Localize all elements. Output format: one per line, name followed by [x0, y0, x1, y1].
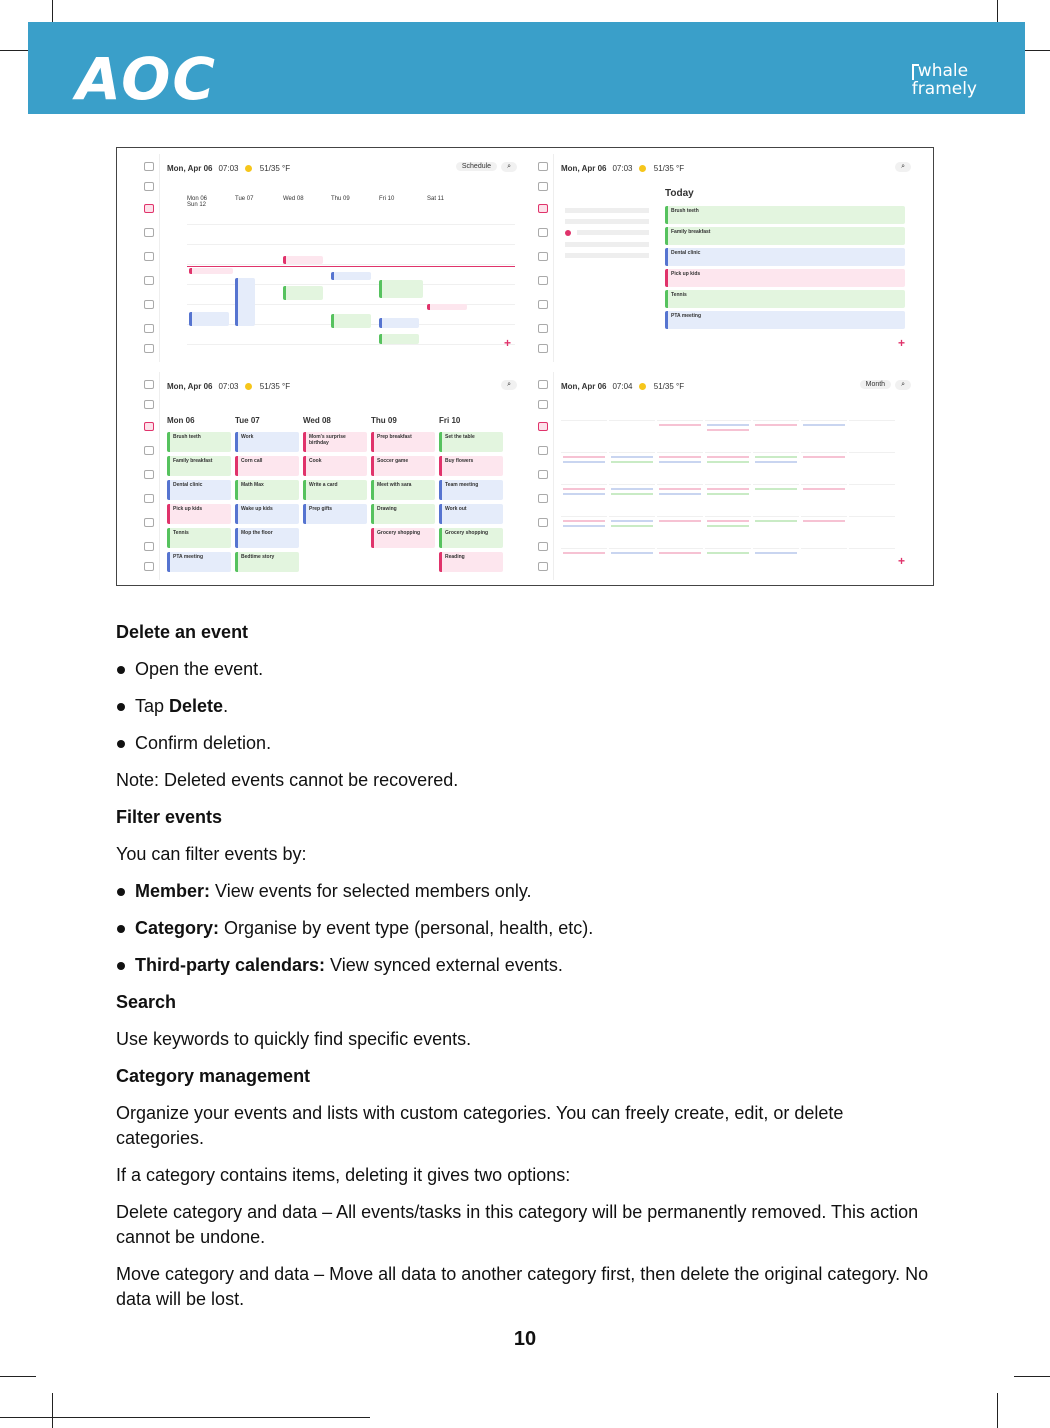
sidebar [137, 154, 160, 362]
list-item: Prep gifts [303, 504, 367, 524]
list-item: PTA meeting [665, 311, 905, 329]
manual-content [116, 620, 936, 1312]
day-headers: Mon 06 Tue 07 Wed 08 Thu 09 Fri 10 Sat 11Sun 12 [187, 196, 444, 208]
note-text: Note: Deleted events cannot be recovered. [116, 770, 459, 790]
month-view-panel [531, 372, 919, 580]
list-item: Wake up kids [235, 504, 299, 524]
list-item: Work out [439, 504, 503, 524]
list-item: Dental clinic [167, 480, 231, 500]
paragraph: Move category and data – Move all data to another category first, then delete the original category. No data will be lost. [116, 1264, 929, 1309]
whale-logo-line1: whale [912, 62, 977, 80]
today-list-panel [531, 154, 919, 362]
panel-tools: Month ⌕ [856, 380, 911, 390]
bullet-item: Third-party calendars: View synced external events. [116, 953, 936, 978]
list-item: Cook [303, 456, 367, 476]
sidebar [531, 154, 554, 362]
list-item: Soccer game [371, 456, 435, 476]
list-item: Drawing [371, 504, 435, 524]
list-item: Pick up kids [167, 504, 231, 524]
list-item: Tennis [665, 290, 905, 308]
list-item: Dental clinic [665, 248, 905, 266]
calendar-screenshots [116, 147, 934, 586]
list-item: Mop the floor [235, 528, 299, 548]
section-heading: Category management [116, 1066, 311, 1086]
crop-mark [0, 1376, 36, 1377]
paragraph: Use keywords to quickly find specific events. [116, 1029, 472, 1049]
panel-tools: ⌕ [497, 380, 517, 390]
panel-topbar: Mon, Apr 06 07:04 51/35 °F [561, 382, 685, 391]
bullet-item: Confirm deletion. [116, 731, 936, 756]
paragraph: If a category contains items, deleting it gives two options: [116, 1165, 571, 1185]
list-item: Math Max [235, 480, 299, 500]
whale-framely-logo [912, 62, 977, 98]
crop-mark [1014, 1376, 1050, 1377]
page-number: 10 [513, 1328, 537, 1350]
panel-topbar: Mon, Apr 06 07:03 51/35 °F [167, 164, 291, 173]
bullet-item: Tap Delete. [116, 694, 936, 719]
list-item: Team meeting [439, 480, 503, 500]
list-item: Prep breakfast [371, 432, 435, 452]
list-item: Bedtime story [235, 552, 299, 572]
bullet-item: Open the event. [116, 657, 936, 682]
sidebar [137, 372, 160, 580]
sidebar [531, 372, 554, 580]
panel-tools: Schedule ⌕ [452, 162, 517, 172]
list-item: Buy flowers [439, 456, 503, 476]
paragraph: Delete category and data – All events/tasks in this category will be permanently removed. This action cannot be undone. [116, 1202, 919, 1247]
bullet-item: Category: Organise by event type (personal, health, etc). [116, 916, 936, 941]
list-item: Pick up kids [665, 269, 905, 287]
day-headers: Mon 06 Tue 07 Wed 08 Thu 09 Fri 10 [167, 416, 461, 425]
list-item: Family breakfast [167, 456, 231, 476]
mini-calendar [565, 194, 649, 274]
list-item: Family breakfast [665, 227, 905, 245]
today-title: Today [665, 188, 694, 199]
list-item: Meet with sara [371, 480, 435, 500]
whale-logo-line2: framely [911, 79, 977, 99]
list-item: Grocery shopping [371, 528, 435, 548]
add-event-icon: + [897, 554, 905, 568]
crop-mark [997, 1393, 998, 1428]
list-item: Corn call [235, 456, 299, 476]
panel-topbar: Mon, Apr 06 07:03 51/35 °F [561, 164, 685, 173]
footer-rule [0, 1417, 370, 1418]
list-item: PTA meeting [167, 552, 231, 572]
crop-mark [52, 1393, 53, 1428]
section-heading: Search [116, 992, 177, 1012]
list-item: Write a card [303, 480, 367, 500]
week-schedule-panel [137, 154, 525, 362]
paragraph: Organize your events and lists with custom categories. You can freely create, edit, or delete categories. [116, 1103, 844, 1148]
section-heading: Delete an event [116, 622, 249, 642]
bullet-item: Member: View events for selected members only. [116, 879, 936, 904]
header-banner [28, 22, 1025, 114]
panel-topbar: Mon, Apr 06 07:03 51/35 °F [167, 382, 291, 391]
list-item: Reading [439, 552, 503, 572]
list-item: Set the table [439, 432, 503, 452]
list-item: Brush teeth [167, 432, 231, 452]
list-item: Grocery shopping [439, 528, 503, 548]
week-cards-panel [137, 372, 525, 580]
list-item: Tennis [167, 528, 231, 548]
section-heading: Filter events [116, 807, 223, 827]
list-item: Work [235, 432, 299, 452]
list-item: Mom's surprise birthday [303, 432, 367, 452]
panel-tools: ⌕ [891, 162, 911, 172]
paragraph: You can filter events by: [116, 844, 307, 864]
add-event-icon: + [897, 336, 905, 350]
aoc-logo: AOC [76, 45, 217, 113]
add-event-icon: + [503, 336, 511, 350]
list-item: Brush teeth [665, 206, 905, 224]
